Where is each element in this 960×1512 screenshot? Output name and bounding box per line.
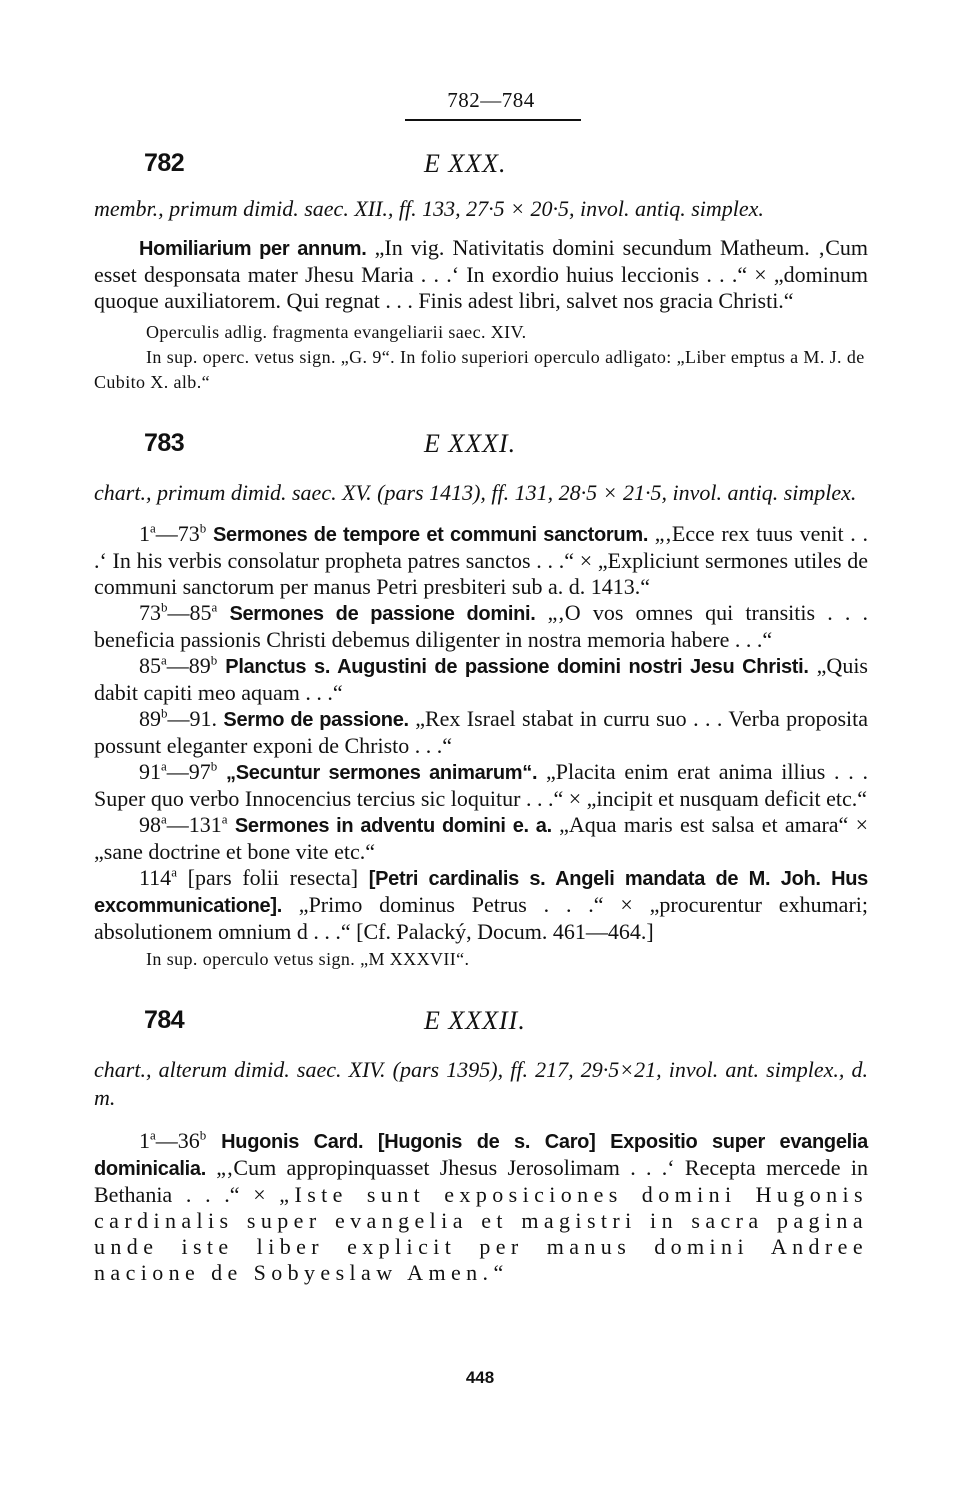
folio-range: 85$^a$—89$^b$ bbox=[139, 652, 218, 678]
entry-number: 782 bbox=[144, 149, 185, 177]
item-title: Sermones de passione domini. bbox=[229, 603, 536, 625]
content-item bbox=[94, 235, 868, 314]
entry-782 bbox=[94, 149, 868, 395]
item-text: „Placita enim erat anima illius . . . Super quo verbo Innocencius tercius sic loquitur . . .“ × „incipit et nusquam deficit etc.“ bbox=[94, 759, 869, 811]
shelf-mark: E XXXI. bbox=[424, 429, 517, 458]
item-text: „Rex Israel stabat in curru suo . . . Verba proposita possunt eleganter exponi de Christo . . .“ bbox=[94, 706, 868, 758]
physical-description: chart., alterum dimid. saec. XIV. (pars 1395), ff. 217, 29·5×21, invol. ant. simplex., d. m. bbox=[94, 1057, 868, 1110]
signature-note: In sup. operc. vetus sign. „G. 9“. In folio superiori operculo adligato: „Liber emptus a M. J. de Cubito X. alb.“ bbox=[94, 347, 865, 392]
running-head: 782—784 bbox=[447, 88, 535, 112]
item-title: [Petri cardinalis s. Angeli mandata de M. Joh. Hus excommunicatione]. bbox=[94, 868, 868, 917]
entry-heading bbox=[94, 429, 868, 469]
content-item bbox=[94, 706, 868, 759]
folio-range: 91$^a$—97$^b$ bbox=[139, 758, 218, 784]
running-head-rule bbox=[405, 119, 581, 121]
entry-heading bbox=[94, 149, 868, 189]
entry-784 bbox=[94, 1006, 868, 1286]
content-item: 114$^a$ [pars folii resecta] [Petri cardinalis s. Angeli mandata de M. Joh. Hus excommunicatione]. „Primo dominus Petrus . . .“ × „procurentur exhumari; absolutionem omnium d . . .“ [Cf. Palacký, Docum. 461—464.] bbox=[94, 864, 868, 944]
item-title: Sermones in adventu domini e. a. bbox=[234, 815, 552, 837]
item-text: „‚O vos omnes qui transitis . . . beneficia passionis Christi debemus diligenter in nostra memoria habere . . .“ bbox=[94, 600, 869, 652]
physical-description: chart., primum dimid. saec. XV. (pars 1413), ff. 131, 28·5 × 21·5, invol. antiq. simplex. bbox=[94, 480, 857, 505]
physical-description: membr., primum dimid. saec. XII., ff. 133, 27·5 × 20·5, invol. antiq. simplex. bbox=[94, 196, 764, 221]
item-text: „Quis dabit capiti meo aquam . . .“ bbox=[94, 653, 868, 705]
item-title: Planctus s. Augustini de passione domini nostri Jesu Christi. bbox=[225, 656, 809, 678]
shelf-mark: E XXX. bbox=[424, 149, 507, 178]
item-explicit: „Iste sunt exposiciones domini Hugonis cardinalis super evangelia et magistri in sacra pagina unde iste liber explicit per manus domini Andree nacione de Sobyeslaw Amen.“ bbox=[94, 1182, 868, 1285]
folio-range: 114$^a$ bbox=[139, 864, 177, 890]
content-item bbox=[94, 812, 868, 865]
shelf-mark: E XXXII. bbox=[424, 1006, 526, 1035]
content-item bbox=[94, 759, 868, 812]
content-item bbox=[94, 653, 868, 706]
content-item bbox=[94, 600, 868, 653]
item-title: Homiliarium per annum. bbox=[139, 238, 367, 260]
item-text: „‚Cum appropinquasset Jhesus Jerosolimam . . .‘ Recepta mercede in Bethania . . .“ × bbox=[94, 1155, 868, 1207]
item-text: „In vig. Nativitatis domini secundum Matheum. ‚Cum esset desponsata mater Jhesu Maria . . .‘ In exordio huius leccionis . . .“ × „dominum quoque auxiliatorem. Qui regnat . . . Finis adest libri, salvet nos gracia Christi.“ bbox=[94, 235, 868, 313]
item-title: Sermo de passione. bbox=[223, 709, 409, 731]
entry-783 bbox=[94, 429, 868, 972]
signature-note: In sup. operculo vetus sign. „M XXXVII“. bbox=[146, 949, 470, 969]
item-text: „Primo dominus Petrus . . .“ × „procurentur exhumari; absolutionem omnium d . . .“ [Cf. Palacký, Docum. 461—464.] bbox=[94, 892, 868, 944]
folio-range: 1$^a$—36$^b$ bbox=[139, 1127, 207, 1153]
content-item bbox=[94, 521, 868, 600]
entry-number: 783 bbox=[144, 429, 185, 457]
content-item bbox=[94, 1128, 868, 1286]
binding-note: Operculis adlig. fragmenta evangeliarii saec. XIV. bbox=[146, 322, 527, 342]
folio-range: 73$^b$—85$^a$ bbox=[139, 599, 218, 625]
folio-range: 1$^a$—73$^b$ bbox=[139, 520, 207, 546]
entry-heading bbox=[94, 1006, 868, 1046]
item-title: Sermones de tempore et communi sanctorum. bbox=[213, 524, 649, 546]
item-title: „Secuntur sermones animarum“. bbox=[226, 762, 538, 784]
entry-number: 784 bbox=[144, 1006, 185, 1034]
folio-range: 89$^b$—91. bbox=[139, 705, 217, 731]
page-number: 448 bbox=[465, 1368, 495, 1387]
item-text: „Aqua maris est salsa et amara“ × „sane doctrine et bone vite etc.“ bbox=[94, 812, 868, 864]
folio-range: 98$^a$—131$^a$ bbox=[139, 811, 228, 837]
item-text: „‚Ecce rex tuus venit . . .‘ In his verbis consolatur propheta patres sanctos . . .“ × „Expliciunt sermones utiles de communi sanctorum per manus Petri presbiteri sub a. d. 1413.“ bbox=[94, 521, 869, 599]
item-title: Hugonis Card. [Hugonis de s. Caro] Expositio super evangelia dominicalia. bbox=[94, 1131, 869, 1180]
catalogue-page bbox=[94, 88, 868, 1286]
